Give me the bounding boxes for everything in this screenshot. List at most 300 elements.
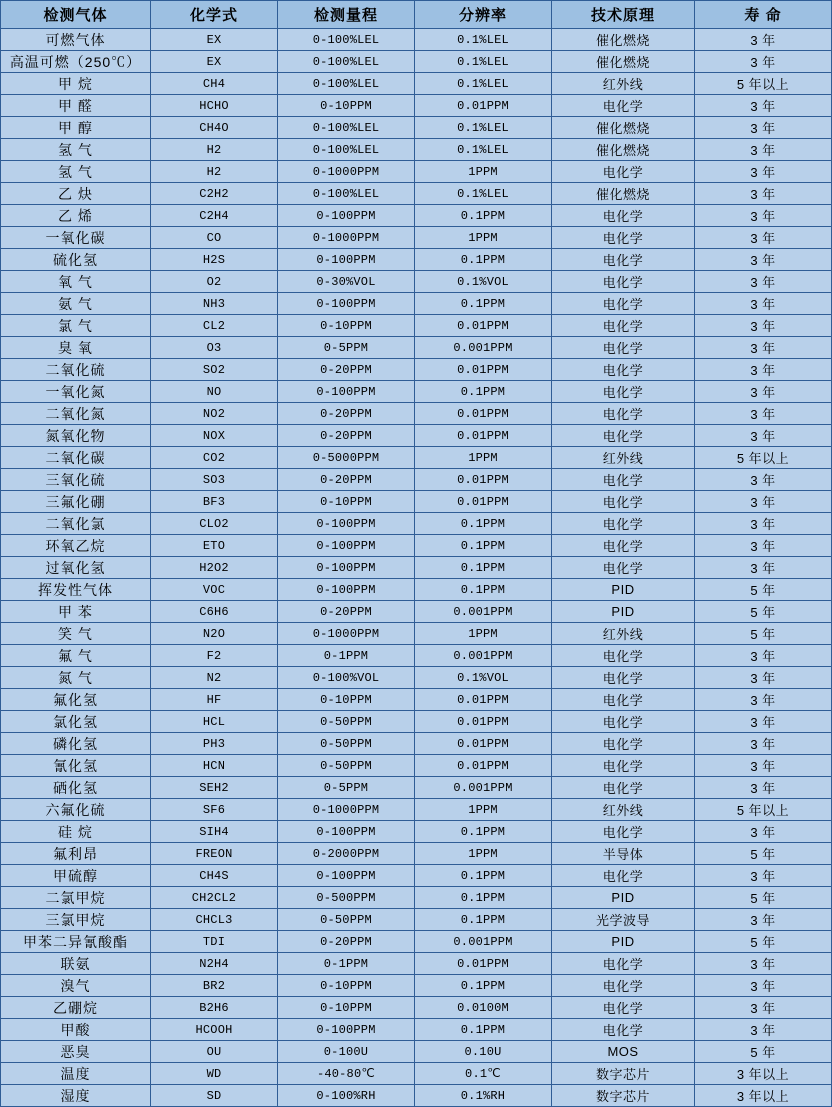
cell-principle: 电化学 <box>552 711 695 733</box>
cell-lifetime: 3 年 <box>695 337 832 359</box>
cell-range: 0-10PPM <box>278 315 415 337</box>
cell-resolution: 0.1PPM <box>415 887 552 909</box>
table-row <box>1 865 832 887</box>
cell-formula: N2 <box>151 667 278 689</box>
cell-formula: CO2 <box>151 447 278 469</box>
cell-range: 0-10PPM <box>278 95 415 117</box>
cell-principle: 红外线 <box>552 799 695 821</box>
cell-principle: MOS <box>552 1041 695 1063</box>
cell-gas: 甲 醇 <box>1 117 151 139</box>
cell-gas: 硫化氢 <box>1 249 151 271</box>
cell-resolution: 0.1PPM <box>415 381 552 403</box>
column-header-gas: 检测气体 <box>1 1 151 29</box>
cell-gas: 乙 炔 <box>1 183 151 205</box>
table-row <box>1 1019 832 1041</box>
cell-resolution: 0.001PPM <box>415 645 552 667</box>
cell-principle: 电化学 <box>552 205 695 227</box>
table-row <box>1 579 832 601</box>
cell-formula: SEH2 <box>151 777 278 799</box>
cell-gas: 一氧化氮 <box>1 381 151 403</box>
cell-lifetime: 5 年 <box>695 579 832 601</box>
cell-formula: C2H4 <box>151 205 278 227</box>
cell-resolution: 1PPM <box>415 799 552 821</box>
cell-resolution: 0.001PPM <box>415 931 552 953</box>
table-row <box>1 535 832 557</box>
cell-range: 0-5PPM <box>278 337 415 359</box>
cell-principle: 红外线 <box>552 73 695 95</box>
cell-gas: 二氧化碳 <box>1 447 151 469</box>
table-row <box>1 469 832 491</box>
cell-gas: 硒化氢 <box>1 777 151 799</box>
cell-resolution: 0.1PPM <box>415 865 552 887</box>
cell-principle: 催化燃烧 <box>552 29 695 51</box>
cell-range: 0-2000PPM <box>278 843 415 865</box>
cell-range: 0-100PPM <box>278 513 415 535</box>
cell-principle: 电化学 <box>552 381 695 403</box>
cell-range: 0-1000PPM <box>278 799 415 821</box>
cell-principle: 电化学 <box>552 733 695 755</box>
cell-principle: 电化学 <box>552 491 695 513</box>
cell-resolution: 0.1PPM <box>415 557 552 579</box>
cell-resolution: 0.1%RH <box>415 1085 552 1107</box>
cell-formula: SD <box>151 1085 278 1107</box>
cell-lifetime: 5 年 <box>695 887 832 909</box>
cell-principle: 光学波导 <box>552 909 695 931</box>
cell-formula: B2H6 <box>151 997 278 1019</box>
cell-resolution: 0.01PPM <box>415 315 552 337</box>
cell-formula: EX <box>151 51 278 73</box>
table-row <box>1 799 832 821</box>
cell-principle: 电化学 <box>552 249 695 271</box>
cell-lifetime: 3 年 <box>695 403 832 425</box>
cell-principle: 电化学 <box>552 535 695 557</box>
cell-lifetime: 3 年 <box>695 755 832 777</box>
cell-range: 0-1000PPM <box>278 227 415 249</box>
cell-principle: 电化学 <box>552 469 695 491</box>
table-row <box>1 755 832 777</box>
cell-gas: 氯化氢 <box>1 711 151 733</box>
cell-lifetime: 3 年 <box>695 161 832 183</box>
table-row <box>1 975 832 997</box>
cell-lifetime: 5 年 <box>695 601 832 623</box>
cell-range: 0-100PPM <box>278 557 415 579</box>
cell-lifetime: 3 年 <box>695 491 832 513</box>
cell-principle: 电化学 <box>552 667 695 689</box>
cell-principle: 电化学 <box>552 953 695 975</box>
cell-lifetime: 3 年 <box>695 95 832 117</box>
cell-principle: 电化学 <box>552 777 695 799</box>
cell-resolution: 0.01PPM <box>415 689 552 711</box>
cell-resolution: 0.1%LEL <box>415 73 552 95</box>
cell-principle: 红外线 <box>552 623 695 645</box>
cell-formula: BR2 <box>151 975 278 997</box>
table-row <box>1 227 832 249</box>
cell-lifetime: 3 年 <box>695 425 832 447</box>
table-row <box>1 601 832 623</box>
cell-gas: 甲硫醇 <box>1 865 151 887</box>
cell-resolution: 0.1PPM <box>415 821 552 843</box>
cell-principle: 红外线 <box>552 447 695 469</box>
cell-gas: 三氧化硫 <box>1 469 151 491</box>
cell-range: 0-100%LEL <box>278 29 415 51</box>
table-body <box>1 29 832 1107</box>
cell-principle: 电化学 <box>552 161 695 183</box>
cell-range: 0-20PPM <box>278 403 415 425</box>
cell-range: -40-80℃ <box>278 1063 415 1085</box>
cell-lifetime: 3 年 <box>695 777 832 799</box>
cell-formula: CH4 <box>151 73 278 95</box>
cell-formula: CO <box>151 227 278 249</box>
cell-lifetime: 3 年 <box>695 535 832 557</box>
cell-range: 0-100%LEL <box>278 139 415 161</box>
cell-gas: 氟化氢 <box>1 689 151 711</box>
cell-resolution: 1PPM <box>415 161 552 183</box>
cell-principle: 催化燃烧 <box>552 183 695 205</box>
cell-range: 0-20PPM <box>278 359 415 381</box>
cell-range: 0-5PPM <box>278 777 415 799</box>
cell-principle: PID <box>552 931 695 953</box>
cell-lifetime: 3 年 <box>695 381 832 403</box>
cell-resolution: 0.1PPM <box>415 205 552 227</box>
cell-formula: SO2 <box>151 359 278 381</box>
cell-formula: HCL <box>151 711 278 733</box>
cell-range: 0-100PPM <box>278 821 415 843</box>
table-row <box>1 667 832 689</box>
table-row <box>1 425 832 447</box>
cell-lifetime: 3 年以上 <box>695 1063 832 1085</box>
cell-formula: NO <box>151 381 278 403</box>
cell-formula: HF <box>151 689 278 711</box>
cell-gas: 二氧化氮 <box>1 403 151 425</box>
cell-lifetime: 5 年以上 <box>695 799 832 821</box>
cell-lifetime: 3 年 <box>695 183 832 205</box>
cell-gas: 二氧化硫 <box>1 359 151 381</box>
cell-lifetime: 3 年 <box>695 689 832 711</box>
cell-formula: HCHO <box>151 95 278 117</box>
table-row <box>1 117 832 139</box>
cell-gas: 氢 气 <box>1 161 151 183</box>
table-row <box>1 557 832 579</box>
table-row <box>1 513 832 535</box>
cell-principle: 电化学 <box>552 271 695 293</box>
table-row <box>1 843 832 865</box>
cell-lifetime: 3 年 <box>695 865 832 887</box>
cell-formula: TDI <box>151 931 278 953</box>
table-row <box>1 359 832 381</box>
cell-formula: CHCL3 <box>151 909 278 931</box>
cell-gas: 氢 气 <box>1 139 151 161</box>
cell-resolution: 0.1%LEL <box>415 29 552 51</box>
table-row <box>1 271 832 293</box>
cell-formula: C2H2 <box>151 183 278 205</box>
cell-lifetime: 5 年 <box>695 1041 832 1063</box>
cell-gas: 甲 醛 <box>1 95 151 117</box>
cell-principle: 催化燃烧 <box>552 117 695 139</box>
table-row <box>1 623 832 645</box>
cell-formula: SIH4 <box>151 821 278 843</box>
table-row <box>1 953 832 975</box>
cell-range: 0-50PPM <box>278 711 415 733</box>
cell-gas: 氟利昂 <box>1 843 151 865</box>
cell-resolution: 0.01PPM <box>415 491 552 513</box>
cell-range: 0-100%LEL <box>278 117 415 139</box>
cell-resolution: 0.1PPM <box>415 909 552 931</box>
cell-lifetime: 3 年 <box>695 557 832 579</box>
cell-lifetime: 3 年 <box>695 29 832 51</box>
cell-resolution: 0.10U <box>415 1041 552 1063</box>
cell-resolution: 0.1PPM <box>415 535 552 557</box>
cell-resolution: 0.01PPM <box>415 469 552 491</box>
cell-resolution: 1PPM <box>415 447 552 469</box>
cell-gas: 乙 烯 <box>1 205 151 227</box>
cell-resolution: 0.01PPM <box>415 711 552 733</box>
table-row <box>1 95 832 117</box>
cell-resolution: 0.1℃ <box>415 1063 552 1085</box>
cell-principle: 电化学 <box>552 997 695 1019</box>
table-row <box>1 29 832 51</box>
cell-principle: 电化学 <box>552 975 695 997</box>
table-row <box>1 73 832 95</box>
cell-range: 0-30%VOL <box>278 271 415 293</box>
cell-lifetime: 3 年 <box>695 359 832 381</box>
cell-resolution: 0.1PPM <box>415 513 552 535</box>
cell-lifetime: 5 年 <box>695 623 832 645</box>
cell-gas: 三氯甲烷 <box>1 909 151 931</box>
cell-gas: 笑 气 <box>1 623 151 645</box>
table-row <box>1 183 832 205</box>
cell-principle: 电化学 <box>552 821 695 843</box>
cell-resolution: 0.01PPM <box>415 425 552 447</box>
cell-gas: 氯 气 <box>1 315 151 337</box>
cell-principle: 电化学 <box>552 403 695 425</box>
cell-gas: 温度 <box>1 1063 151 1085</box>
cell-formula: CLO2 <box>151 513 278 535</box>
cell-resolution: 0.01PPM <box>415 95 552 117</box>
cell-resolution: 0.1PPM <box>415 579 552 601</box>
cell-resolution: 0.1%VOL <box>415 667 552 689</box>
cell-gas: 臭 氧 <box>1 337 151 359</box>
cell-resolution: 0.0100M <box>415 997 552 1019</box>
cell-resolution: 0.01PPM <box>415 403 552 425</box>
table-row <box>1 821 832 843</box>
cell-resolution: 0.1PPM <box>415 1019 552 1041</box>
table-row <box>1 997 832 1019</box>
cell-range: 0-20PPM <box>278 425 415 447</box>
cell-range: 0-1000PPM <box>278 623 415 645</box>
cell-formula: SO3 <box>151 469 278 491</box>
cell-range: 0-100U <box>278 1041 415 1063</box>
cell-principle: 电化学 <box>552 755 695 777</box>
cell-gas: 环氧乙烷 <box>1 535 151 557</box>
cell-formula: WD <box>151 1063 278 1085</box>
cell-resolution: 0.1PPM <box>415 293 552 315</box>
cell-principle: 电化学 <box>552 425 695 447</box>
table-row <box>1 447 832 469</box>
cell-gas: 六氟化硫 <box>1 799 151 821</box>
cell-range: 0-100PPM <box>278 865 415 887</box>
cell-range: 0-500PPM <box>278 887 415 909</box>
table-row <box>1 733 832 755</box>
cell-gas: 氟 气 <box>1 645 151 667</box>
cell-range: 0-100%VOL <box>278 667 415 689</box>
cell-range: 0-20PPM <box>278 931 415 953</box>
cell-lifetime: 3 年 <box>695 909 832 931</box>
cell-resolution: 0.1%LEL <box>415 51 552 73</box>
table-row <box>1 293 832 315</box>
cell-gas: 氮 气 <box>1 667 151 689</box>
cell-lifetime: 3 年 <box>695 139 832 161</box>
cell-formula: N2O <box>151 623 278 645</box>
cell-lifetime: 3 年 <box>695 249 832 271</box>
column-header-range: 检测量程 <box>278 1 415 29</box>
cell-formula: PH3 <box>151 733 278 755</box>
cell-lifetime: 3 年 <box>695 117 832 139</box>
cell-gas: 氨 气 <box>1 293 151 315</box>
table-row <box>1 1063 832 1085</box>
cell-formula: H2 <box>151 161 278 183</box>
cell-range: 0-100PPM <box>278 381 415 403</box>
table-header <box>1 1 832 29</box>
table-row <box>1 645 832 667</box>
cell-resolution: 0.001PPM <box>415 777 552 799</box>
cell-resolution: 0.1%VOL <box>415 271 552 293</box>
cell-formula: CL2 <box>151 315 278 337</box>
cell-lifetime: 3 年 <box>695 227 832 249</box>
cell-resolution: 0.1%LEL <box>415 139 552 161</box>
cell-gas: 一氧化碳 <box>1 227 151 249</box>
cell-formula: CH4S <box>151 865 278 887</box>
cell-principle: PID <box>552 579 695 601</box>
cell-formula: FREON <box>151 843 278 865</box>
cell-lifetime: 5 年 <box>695 931 832 953</box>
cell-principle: 电化学 <box>552 337 695 359</box>
cell-range: 0-5000PPM <box>278 447 415 469</box>
table-row <box>1 381 832 403</box>
cell-resolution: 0.1%LEL <box>415 183 552 205</box>
column-header-principle: 技术原理 <box>552 1 695 29</box>
cell-formula: C6H6 <box>151 601 278 623</box>
cell-gas: 磷化氢 <box>1 733 151 755</box>
cell-lifetime: 5 年以上 <box>695 73 832 95</box>
cell-range: 0-100%LEL <box>278 73 415 95</box>
cell-gas: 联氨 <box>1 953 151 975</box>
table-row <box>1 909 832 931</box>
cell-range: 0-100PPM <box>278 579 415 601</box>
cell-lifetime: 3 年 <box>695 271 832 293</box>
cell-formula: H2 <box>151 139 278 161</box>
cell-resolution: 0.1PPM <box>415 249 552 271</box>
cell-gas: 氰化氢 <box>1 755 151 777</box>
cell-gas: 甲 苯 <box>1 601 151 623</box>
cell-resolution: 0.1%LEL <box>415 117 552 139</box>
cell-lifetime: 3 年 <box>695 733 832 755</box>
cell-lifetime: 3 年 <box>695 1019 832 1041</box>
cell-range: 0-100%LEL <box>278 183 415 205</box>
cell-gas: 甲 烷 <box>1 73 151 95</box>
cell-range: 0-10PPM <box>278 491 415 513</box>
cell-gas: 二氧化氯 <box>1 513 151 535</box>
cell-principle: 电化学 <box>552 359 695 381</box>
cell-lifetime: 3 年 <box>695 315 832 337</box>
cell-resolution: 0.01PPM <box>415 755 552 777</box>
cell-principle: 电化学 <box>552 689 695 711</box>
cell-gas: 二氯甲烷 <box>1 887 151 909</box>
cell-principle: 电化学 <box>552 95 695 117</box>
cell-range: 0-100PPM <box>278 249 415 271</box>
table-row <box>1 887 832 909</box>
cell-principle: 半导体 <box>552 843 695 865</box>
cell-range: 0-100PPM <box>278 293 415 315</box>
cell-gas: 三氟化硼 <box>1 491 151 513</box>
table-row <box>1 51 832 73</box>
cell-formula: N2H4 <box>151 953 278 975</box>
cell-lifetime: 3 年 <box>695 975 832 997</box>
table-row <box>1 403 832 425</box>
cell-resolution: 1PPM <box>415 227 552 249</box>
cell-formula: NOX <box>151 425 278 447</box>
cell-principle: 数字芯片 <box>552 1063 695 1085</box>
cell-resolution: 0.001PPM <box>415 337 552 359</box>
cell-formula: SF6 <box>151 799 278 821</box>
cell-formula: BF3 <box>151 491 278 513</box>
table-row <box>1 1041 832 1063</box>
table-row <box>1 205 832 227</box>
cell-gas: 过氧化氢 <box>1 557 151 579</box>
cell-range: 0-1000PPM <box>278 161 415 183</box>
table-row <box>1 711 832 733</box>
cell-formula: O2 <box>151 271 278 293</box>
cell-principle: PID <box>552 601 695 623</box>
cell-lifetime: 3 年 <box>695 645 832 667</box>
cell-range: 0-10PPM <box>278 689 415 711</box>
cell-lifetime: 5 年 <box>695 843 832 865</box>
cell-lifetime: 3 年 <box>695 997 832 1019</box>
table-row <box>1 249 832 271</box>
cell-formula: H2O2 <box>151 557 278 579</box>
cell-range: 0-1PPM <box>278 953 415 975</box>
cell-range: 0-50PPM <box>278 755 415 777</box>
cell-principle: 电化学 <box>552 865 695 887</box>
cell-range: 0-100%LEL <box>278 51 415 73</box>
cell-lifetime: 3 年 <box>695 469 832 491</box>
table-row <box>1 931 832 953</box>
cell-resolution: 0.1PPM <box>415 975 552 997</box>
cell-lifetime: 5 年以上 <box>695 447 832 469</box>
cell-range: 0-100PPM <box>278 1019 415 1041</box>
cell-formula: NH3 <box>151 293 278 315</box>
cell-formula: H2S <box>151 249 278 271</box>
cell-gas: 硅 烷 <box>1 821 151 843</box>
cell-gas: 甲苯二异氰酸酯 <box>1 931 151 953</box>
table-row <box>1 315 832 337</box>
cell-range: 0-100PPM <box>278 535 415 557</box>
column-header-resolution: 分辨率 <box>415 1 552 29</box>
cell-resolution: 1PPM <box>415 623 552 645</box>
cell-resolution: 0.01PPM <box>415 359 552 381</box>
cell-lifetime: 3 年 <box>695 293 832 315</box>
cell-resolution: 1PPM <box>415 843 552 865</box>
cell-gas: 乙硼烷 <box>1 997 151 1019</box>
cell-range: 0-10PPM <box>278 975 415 997</box>
cell-lifetime: 3 年 <box>695 205 832 227</box>
cell-formula: O3 <box>151 337 278 359</box>
cell-range: 0-1PPM <box>278 645 415 667</box>
table-row <box>1 491 832 513</box>
cell-lifetime: 3 年 <box>695 513 832 535</box>
table-row <box>1 777 832 799</box>
cell-gas: 湿度 <box>1 1085 151 1107</box>
cell-range: 0-50PPM <box>278 733 415 755</box>
